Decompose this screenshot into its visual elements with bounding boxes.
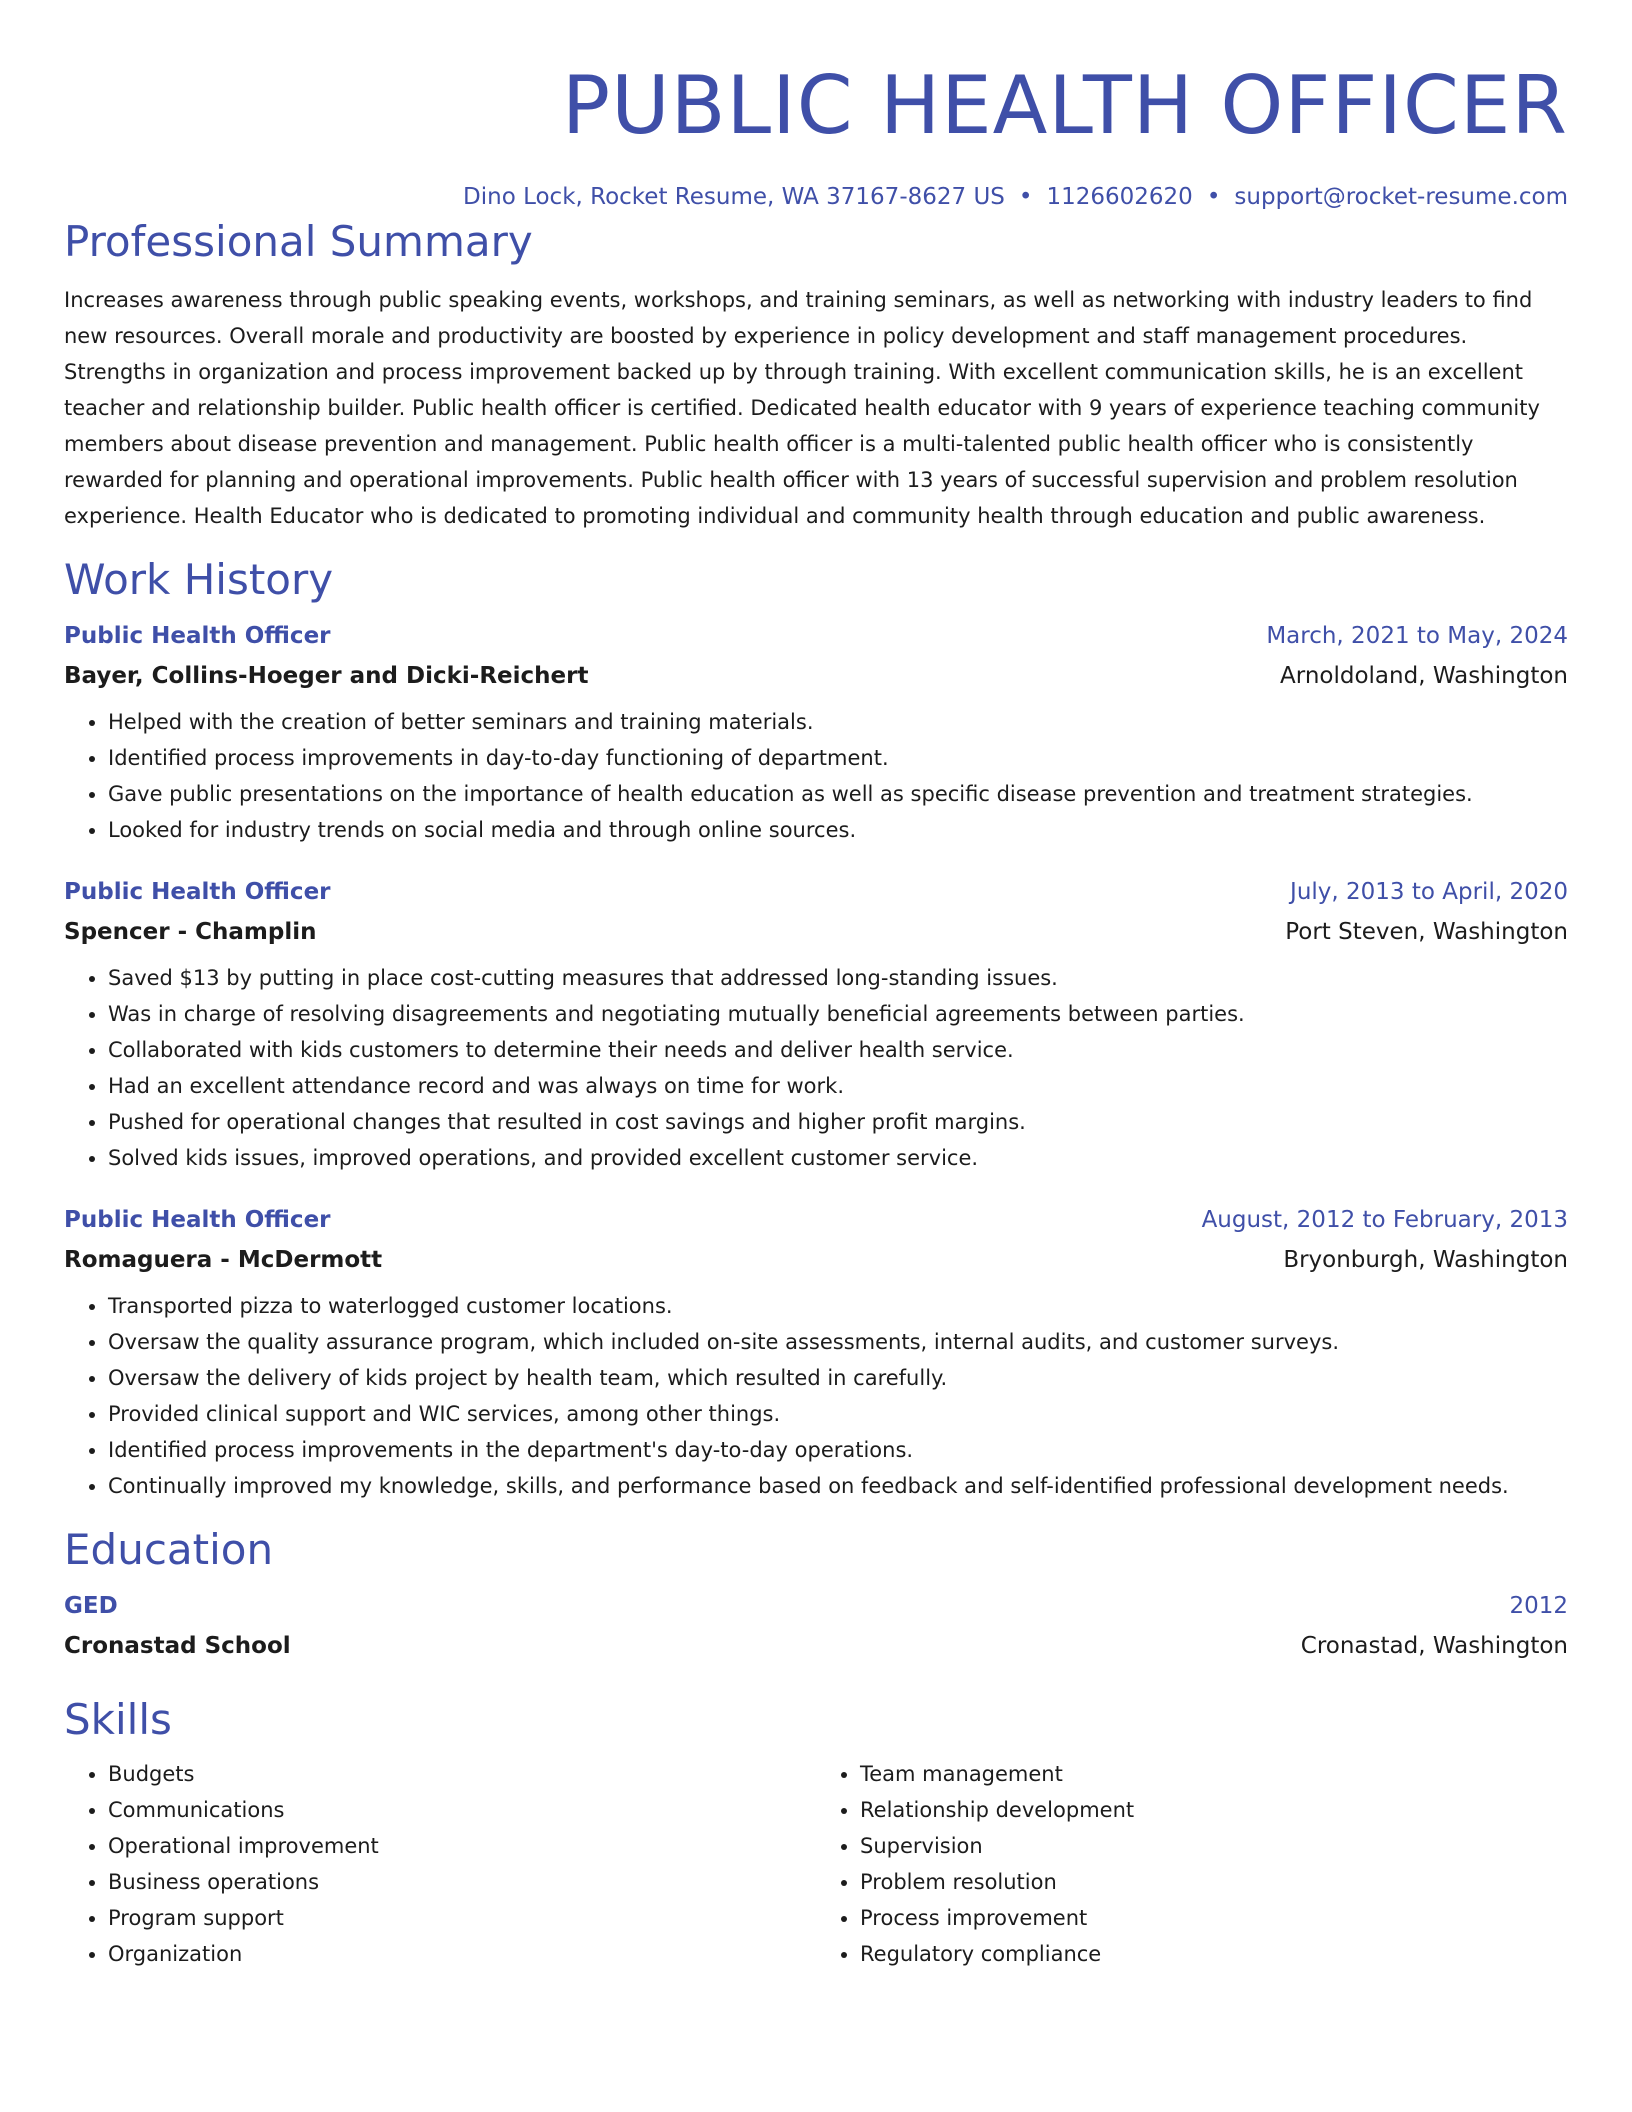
- contact-separator: •: [1018, 184, 1033, 210]
- list-item: • Problem resolution: [860, 1864, 1568, 1900]
- job-company: Bayer, Collins-Hoeger and Dicki-Reichert: [64, 663, 589, 689]
- list-item: • Provided clinical support and WIC services, among other things.: [108, 1396, 1568, 1432]
- list-item: • Identified process improvements in day-to-day functioning of department.: [108, 740, 1568, 776]
- education-school: Cronastad School: [64, 1633, 291, 1659]
- list-item: • Organization: [108, 1936, 816, 1972]
- list-item: • Was in charge of resolving disagreements and negotiating mutually beneficial agreements between parties.: [108, 996, 1568, 1032]
- job-company: Spencer - Champlin: [64, 919, 317, 945]
- job-dates: July, 2013 to April, 2020: [1290, 879, 1568, 905]
- list-item: • Collaborated with kids customers to determine their needs and deliver health service.: [108, 1032, 1568, 1068]
- skills-heading: Skills: [64, 1695, 172, 1744]
- job-entry: [64, 874, 1568, 1176]
- list-item: • Oversaw the quality assurance program, which included on-site assessments, internal audits, and customer surveys.: [108, 1324, 1568, 1360]
- contact-phone: 1126602620: [1046, 184, 1193, 210]
- skills-column-left: [64, 1756, 816, 1972]
- education-degree: GED: [64, 1593, 118, 1619]
- list-item: • Business operations: [108, 1864, 816, 1900]
- list-item: • Identified process improvements in the department's day-to-day operations.: [108, 1432, 1568, 1468]
- list-item: • Had an excellent attendance record and was always on time for work.: [108, 1068, 1568, 1104]
- job-company: Romaguera - McDermott: [64, 1247, 383, 1273]
- job-dates: March, 2021 to May, 2024: [1266, 623, 1568, 649]
- job-bullets: [64, 1288, 1568, 1504]
- job-bullets: [64, 704, 1568, 848]
- list-item: • Saved $13 by putting in place cost-cutting measures that addressed long-standing issues.: [108, 960, 1568, 996]
- job-dates: August, 2012 to February, 2013: [1201, 1207, 1568, 1233]
- contact-email: support@rocket-resume.com: [1234, 184, 1568, 210]
- job-title: Public Health Officer: [64, 1207, 331, 1233]
- list-item: • Oversaw the delivery of kids project by health team, which resulted in carefully.: [108, 1360, 1568, 1396]
- job-entry: [64, 1202, 1568, 1504]
- education-year: 2012: [1509, 1593, 1568, 1619]
- list-item: • Helped with the creation of better seminars and training materials.: [108, 704, 1568, 740]
- contact-separator: •: [1206, 184, 1221, 210]
- skills-column-right: [816, 1756, 1568, 1972]
- list-item: • Team management: [860, 1756, 1568, 1792]
- education-location: Cronastad, Washington: [1300, 1633, 1568, 1659]
- list-item: • Solved kids issues, improved operations, and provided excellent customer service.: [108, 1140, 1568, 1176]
- contact-line: [64, 180, 1568, 214]
- list-item: • Regulatory compliance: [860, 1936, 1568, 1972]
- list-item: • Program support: [108, 1900, 816, 1936]
- list-item: • Continually improved my knowledge, skills, and performance based on feedback and self-identified professional development needs.: [108, 1468, 1568, 1504]
- job-location: Bryonburgh, Washington: [1283, 1247, 1568, 1273]
- list-item: • Relationship development: [860, 1792, 1568, 1828]
- job-location: Arnoldoland, Washington: [1280, 663, 1568, 689]
- contact-address: Dino Lock, Rocket Resume, WA 37167-8627 US: [463, 184, 1005, 210]
- list-item: • Supervision: [860, 1828, 1568, 1864]
- list-item: • Operational improvement: [108, 1828, 816, 1864]
- education-heading: Education: [64, 1525, 274, 1574]
- job-location: Port Steven, Washington: [1285, 919, 1568, 945]
- list-item: • Looked for industry trends on social media and through online sources.: [108, 812, 1568, 848]
- list-item: • Gave public presentations on the importance of health education as well as specific disease prevention and treatment strategies.: [108, 776, 1568, 812]
- skills-list: [64, 1756, 1568, 1972]
- summary-text: Increases awareness through public speaking events, workshops, and training seminars, as well as networking with industry leaders to find new resources. Overall morale and productivity are boosted by experience in policy development and staff management procedures. Strengths in organization and process improvement backed up by through training. With excellent communication skills, he is an excellent teacher and relationship builder. Public health officer is certified. Dedicated health educator with 9 years of experience teaching community members about disease prevention and management. Public health officer is a multi-talented public health officer who is consistently rewarded for planning and operational improvements. Public health officer with 13 years of successful supervision and problem resolution experience. Health Educator who is dedicated to promoting individual and community health through education and public awareness.: [64, 288, 1540, 528]
- list-item: • Budgets: [108, 1756, 816, 1792]
- list-item: • Communications: [108, 1792, 816, 1828]
- summary-heading: Professional Summary: [64, 217, 533, 266]
- work-history-heading: Work History: [64, 555, 334, 604]
- job-title: Public Health Officer: [64, 623, 331, 649]
- job-entry: [64, 618, 1568, 848]
- job-bullets: [64, 960, 1568, 1176]
- list-item: • Transported pizza to waterlogged customer locations.: [108, 1288, 1568, 1324]
- education-entry: [64, 1588, 1568, 1664]
- list-item: • Pushed for operational changes that resulted in cost savings and higher profit margins.: [108, 1104, 1568, 1140]
- job-title: Public Health Officer: [64, 879, 331, 905]
- list-item: • Process improvement: [860, 1900, 1568, 1936]
- resume-title: PUBLIC HEALTH OFFICER: [561, 59, 1568, 152]
